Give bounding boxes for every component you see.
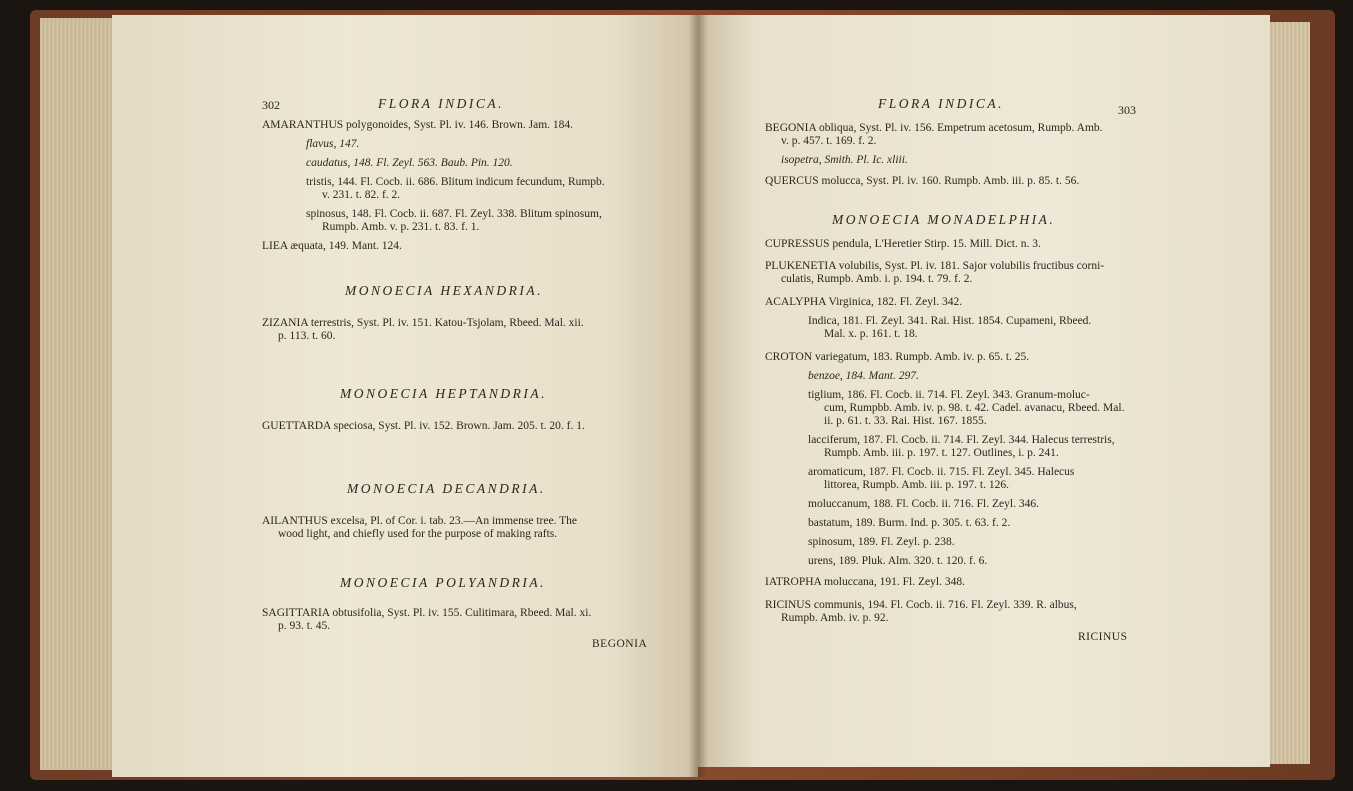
catchword: RICINUS	[1078, 631, 1128, 643]
entry-line: AILANTHUS excelsa, Pl. of Cor. i. tab. 23.—An immense tree. The	[262, 515, 578, 527]
page-edges-right	[1268, 22, 1310, 764]
entry-line: urens, 189. Pluk. Alm. 320. t. 120. f. 6.	[808, 555, 988, 567]
entry-line: IATROPHA moluccana, 191. Fl. Zeyl. 348.	[765, 576, 965, 588]
running-head: FLORA INDICA.	[378, 96, 504, 111]
entry-line: culatis, Rumpb. Amb. i. p. 194. t. 79. f. 2.	[781, 273, 973, 285]
entry-line: ACALYPHA Virginica, 182. Fl. Zeyl. 342.	[765, 296, 963, 308]
section-heading: MONOECIA MONADELPHIA.	[832, 212, 1056, 227]
entry-line: aromaticum, 187. Fl. Cocb. ii. 715. Fl. Zeyl. 345. Halecus	[808, 466, 1075, 478]
page-number: 303	[1118, 103, 1136, 117]
entry-line: cum, Rumpbb. Amb. iv. p. 98. t. 42. Cadel. avanacu, Rbeed. Mal.	[824, 402, 1125, 414]
entry-line: Indica, 181. Fl. Zeyl. 341. Rai. Hist. 1854. Cupameni, Rbeed.	[808, 315, 1092, 327]
entry-line: AMARANTHUS polygonoides, Syst. Pl. iv. 146. Brown. Jam. 184.	[262, 119, 574, 131]
entry-line: QUERCUS molucca, Syst. Pl. iv. 160. Rumpb. Amb. iii. p. 85. t. 56.	[765, 175, 1080, 187]
entry-line: p. 113. t. 60.	[278, 330, 336, 342]
running-head: FLORA INDICA.	[878, 96, 1004, 111]
entry-line: isopetra, Smith. Pl. Ic. xliii.	[781, 154, 908, 166]
entry-line: littorea, Rumpb. Amb. iii. p. 197. t. 126.	[824, 479, 1009, 491]
entry-line: BEGONIA obliqua, Syst. Pl. iv. 156. Empetrum acetosum, Rumpb. Amb.	[765, 122, 1103, 134]
entry-line: bastatum, 189. Burm. Ind. p. 305. t. 63. f. 2.	[808, 517, 1011, 529]
book-gutter	[688, 15, 708, 777]
entry-line: v. 231. t. 82. f. 2.	[322, 189, 401, 201]
entry-line: v. p. 457. t. 169. f. 2.	[781, 135, 877, 147]
section-heading: MONOECIA DECANDRIA.	[347, 481, 546, 496]
entry-line: lacciferum, 187. Fl. Cocb. ii. 714. Fl. Zeyl. 344. Halecus terrestris,	[808, 434, 1115, 446]
entry-line: GUETTARDA speciosa, Syst. Pl. iv. 152. Brown. Jam. 205. t. 20. f. 1.	[262, 420, 585, 432]
page-number: 302	[262, 98, 280, 112]
entry-line: ZIZANIA terrestris, Syst. Pl. iv. 151. Katou-Tsjolam, Rbeed. Mal. xii.	[262, 317, 584, 329]
entry-line: Mal. x. p. 161. t. 18.	[824, 328, 918, 340]
entry-line: caudatus, 148. Fl. Zeyl. 563. Baub. Pin. 120.	[306, 157, 513, 169]
entry-line: wood light, and chiefly used for the purpose of making rafts.	[278, 528, 558, 540]
entry-line: tristis, 144. Fl. Cocb. ii. 686. Blitum indicum fecundum, Rumpb.	[306, 176, 605, 188]
entry-line: tiglium, 186. Fl. Cocb. ii. 714. Fl. Zeyl. 343. Granum-moluc-	[808, 389, 1090, 401]
entry-line: p. 93. t. 45.	[278, 620, 331, 632]
catchword: BEGONIA	[592, 638, 648, 650]
entry-line: flavus, 147.	[306, 138, 360, 150]
entry-line: benzoe, 184. Mant. 297.	[808, 370, 919, 382]
entry-line: spinosum, 189. Fl. Zeyl. p. 238.	[808, 536, 955, 548]
section-heading: MONOECIA HEPTANDRIA.	[340, 386, 547, 401]
entry-line: Rumpb. Amb. iii. p. 197. t. 127. Outlines, i. p. 241.	[824, 447, 1059, 459]
entry-line: RICINUS communis, 194. Fl. Cocb. ii. 716. Fl. Zeyl. 339. R. albus,	[765, 599, 1077, 611]
section-heading: MONOECIA POLYANDRIA.	[340, 575, 547, 590]
entry-line: Rumpb. Amb. iv. p. 92.	[781, 612, 889, 624]
entry-line: Rumpb. Amb. v. p. 231. t. 83. f. 1.	[322, 221, 480, 233]
entry-line: CROTON variegatum, 183. Rumpb. Amb. iv. p. 65. t. 25.	[765, 351, 1030, 363]
entry-line: SAGITTARIA obtusifolia, Syst. Pl. iv. 155. Culitimara, Rbeed. Mal. xi.	[262, 607, 592, 619]
entry-line: moluccanum, 188. Fl. Cocb. ii. 716. Fl. Zeyl. 346.	[808, 498, 1039, 510]
entry-line: CUPRESSUS pendula, L'Heretier Stirp. 15. Mill. Dict. n. 3.	[765, 238, 1041, 250]
entry-line: PLUKENETIA volubilis, Syst. Pl. iv. 181. Sajor volubilis fructibus corni-	[765, 260, 1105, 272]
entry-line: spinosus, 148. Fl. Cocb. ii. 687. Fl. Zeyl. 338. Blitum spinosum,	[306, 208, 602, 220]
entry-line: LIEA æquata, 149. Mant. 124.	[262, 240, 402, 252]
section-heading: MONOECIA HEXANDRIA.	[345, 283, 543, 298]
entry-line: ii. p. 61. t. 33. Rai. Hist. 167. 1855.	[824, 415, 987, 427]
